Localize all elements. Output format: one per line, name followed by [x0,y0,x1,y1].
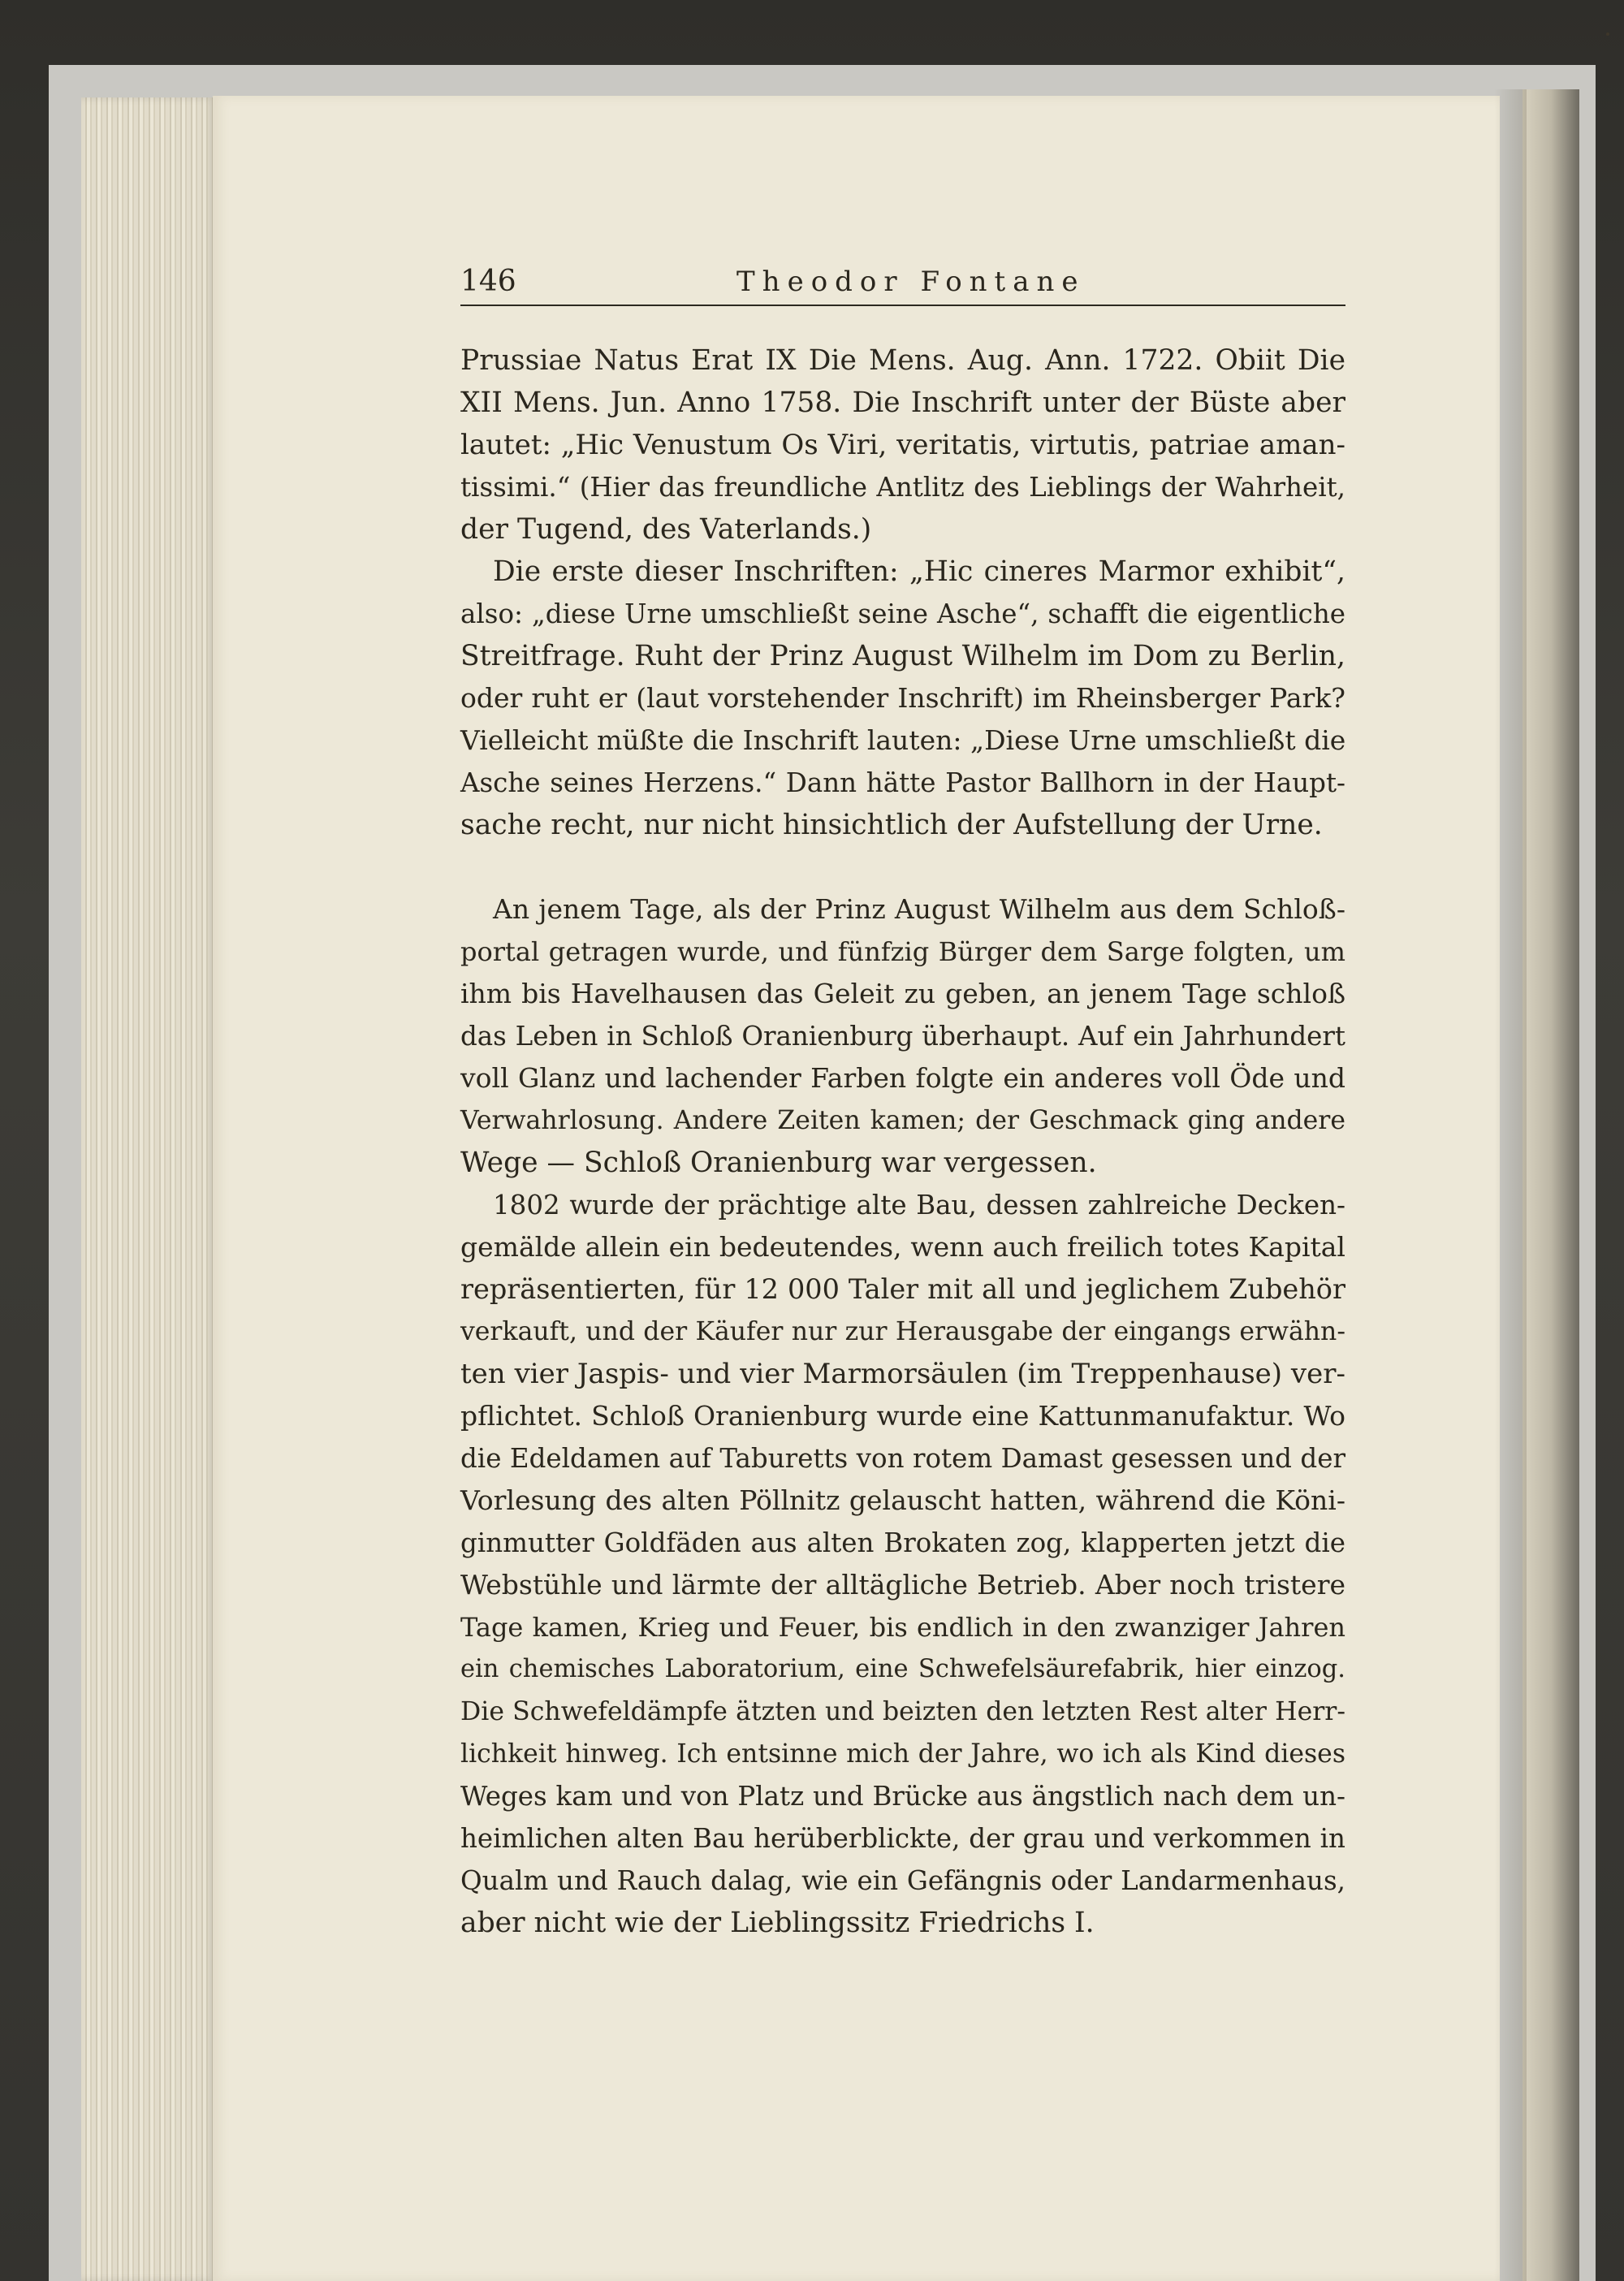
text-line: Qualm und Rauch dalag, wie ein Gefängnis oder Landarmenhaus, [460,1865,1345,1896]
text-line: der Tugend, des Vaterlands.) [460,513,872,546]
text-line: gemälde allein ein bedeutendes, wenn auch freilich totes Kapital [460,1231,1345,1263]
text-line: repräsentierten, für 12 000 Taler mit all und jeglichem Zubehör [460,1273,1345,1305]
text-line: aber nicht wie der Lieblingssitz Friedrichs I. [460,1907,1095,1939]
text-line: ihm bis Havelhausen das Geleit zu geben, an jenem Tage schloß [460,978,1345,1009]
text-line: Tage kamen, Krieg und Feuer, bis endlich in den zwanziger Jahren [460,1612,1345,1643]
text-line: Asche seines Herzens.“ Dann hätte Pastor Ballhorn in der Haupt- [460,767,1345,798]
text-line: die Edeldamen auf Taburetts von rotem Damast gesessen und der [460,1443,1345,1474]
text-line: Die erste dieser Inschriften: „Hic cineres Marmor exhibit“, [493,555,1345,588]
text-line: Vorlesung des alten Pöllnitz gelauscht hatten, während die Köni- [460,1484,1345,1516]
text-line: heimlichen alten Bau herüberblickte, der grau und verkommen in [460,1823,1345,1854]
text-line: lautet: „Hic Venustum Os Viri, veritatis, virtutis, patriae aman- [460,429,1345,461]
page-body [460,339,1345,1944]
running-head: Theodor Fontane [736,266,1086,298]
text-line: Die Schwefeldämpfe ätzten und beizten den letzten Rest alter Herr- [460,1697,1345,1726]
text-line: also: „diese Urne umschließt seine Asche“, schafft die eigentliche [460,598,1345,629]
section-break [460,846,1345,888]
text-line: 1802 wurde der prächtige alte Bau, dessen zahlreiche Decken- [493,1190,1345,1220]
text-line: Webstühle und lärmte der alltägliche Betrieb. Aber noch tristere [460,1569,1345,1601]
scan-speck [1606,32,1609,36]
page-header [460,264,1345,306]
text-line: Weges kam und von Platz und Brücke aus ängstlich nach dem un- [460,1781,1345,1812]
text-line: verkauft, und der Käufer nur zur Herausgabe der eingangs erwähn- [460,1317,1345,1346]
text-line: voll Glanz und lachender Farben folgte ein anderes voll Öde und [460,1062,1345,1094]
text-line: Prussiae Natus Erat IX Die Mens. Aug. Ann. 1722. Obiit Die [460,344,1345,377]
page-number: 146 [460,265,516,298]
text-line: ginmutter Goldfäden aus alten Brokaten zog, klapperten jetzt die [460,1527,1345,1558]
text-line: ten vier Jaspis- und vier Marmorsäulen (im Treppenhause) ver- [460,1358,1345,1390]
text-line: pflichtet. Schloß Oranienburg wurde eine Kattunmanufaktur. Wo [460,1400,1345,1432]
text-line: Verwahrlosung. Andere Zeiten kamen; der Geschmack ging andere [460,1106,1345,1135]
text-line: ein chemisches Laboratorium, eine Schwefelsäurefabrik, hier einzog. [460,1655,1345,1683]
gutter-shadow [1494,89,1527,2281]
text-line: Wege — Schloß Oranienburg war vergessen. [460,1147,1097,1179]
text-line: oder ruht er (laut vorstehender Inschrift) im Rheinsberger Park? [460,682,1345,714]
text-line: Streitfrage. Ruht der Prinz August Wilhelm im Dom zu Berlin, [460,640,1345,672]
text-line: portal getragen wurde, und fünfzig Bürger dem Sarge folgten, um [460,936,1345,967]
text-line: lichkeit hinweg. Ich entsinne mich der Jahre, wo ich als Kind dieses [460,1739,1345,1769]
page-edges-right [1522,89,1579,2281]
text-line: tissimi.“ (Hier das freundliche Antlitz des Lieblings der Wahrheit, [460,472,1345,503]
text-line: sache recht, nur nicht hinsichtlich der Aufstellung der Urne. [460,809,1323,841]
page-edges-left [81,97,215,2281]
text-line: das Leben in Schloß Oranienburg überhaupt. Auf ein Jahrhundert [460,1021,1345,1052]
text-line: Vielleicht müßte die Inschrift lauten: „Diese Urne umschließt die [460,724,1346,756]
text-line: An jenem Tage, als der Prinz August Wilhelm aus dem Schloß- [493,893,1345,925]
text-line: XII Mens. Jun. Anno 1758. Die Inschrift unter der Büste aber [460,387,1345,419]
